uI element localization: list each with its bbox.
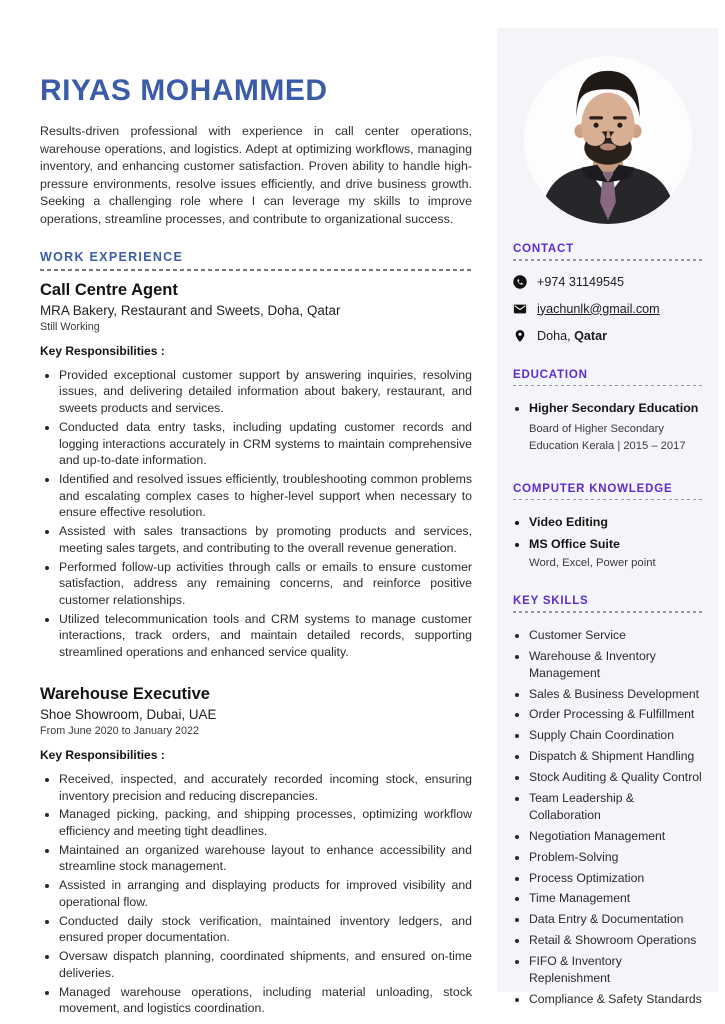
- sidebar-divider: [513, 259, 702, 261]
- computer-knowledge-subtext: Word, Excel, Power point: [529, 557, 656, 570]
- job-bullet: • Managed warehouse operations, including material unloading, stock movement, and logistics coordination.: [59, 984, 472, 1017]
- computer-knowledge-item: • MS Office Suite: [529, 536, 702, 553]
- job-bullet: • Performed follow-up activities through calls or emails to ensure customer satisfaction, address any remaining concerns, and reinforce positive customer relationships.: [59, 559, 472, 609]
- key-skill-item: • Data Entry & Documentation: [529, 911, 702, 928]
- key-skill-item: • Problem-Solving: [529, 849, 702, 866]
- job-title: Warehouse Executive: [40, 684, 210, 703]
- key-skill-item: • Sales & Business Development: [529, 686, 702, 703]
- work-experience-section-title: WORK EXPERIENCE: [40, 249, 184, 264]
- job-title: Call Centre Agent: [40, 280, 178, 299]
- job-company: Shoe Showroom, Dubai, UAE: [40, 706, 217, 722]
- job-bullet: • Received, inspected, and accurately recorded incoming stock, ensuring inventory precision and reducing discrepancies.: [59, 771, 472, 804]
- key-skill-item: • Team Leadership & Collaboration: [529, 790, 702, 825]
- job-bullet: • Utilized telecommunication tools and CRM systems to manage customer interactions, track orders, and maintain detailed records, supporting streamlined operations and enhanced service quality.: [59, 611, 472, 661]
- key-skill-item: • Negotiation Management: [529, 828, 702, 845]
- responsibilities-label: Key Responsibilities :: [40, 747, 165, 762]
- education-section-title: EDUCATION: [513, 368, 588, 381]
- key-skill-item: • Process Optimization: [529, 870, 702, 887]
- job-warehouse-executive: [40, 685, 472, 1017]
- computer-knowledge-item: • Video Editing: [529, 514, 702, 531]
- main-column: [40, 74, 472, 1019]
- job-period: Still Working: [40, 320, 100, 333]
- job-bullet: • Assisted with sales transactions by promoting products and services, meeting sales targets, and contributing to the overall revenue generation.: [59, 523, 472, 556]
- contact-section-title: CONTACT: [513, 243, 574, 255]
- key-skill-item: • Time Management: [529, 890, 702, 907]
- key-skills-section: [513, 595, 702, 1008]
- computer-knowledge-list: [513, 514, 702, 553]
- email-icon: [513, 302, 527, 316]
- email-link[interactable]: iyachunlk@gmail.com: [537, 301, 660, 316]
- sidebar: [497, 28, 718, 1007]
- job-bullet: • Managed picking, packing, and shipping processes, optimizing workflow efficiency and meeting tight deadlines.: [59, 806, 472, 839]
- contact-section: [513, 243, 702, 343]
- key-skill-item: • Dispatch & Shipment Handling: [529, 748, 702, 765]
- job-bullet: • Provided exceptional customer support by answering inquiries, resolving issues, and delivering detailed information about bakery, restaurant, and sweets products and services.: [59, 367, 472, 417]
- location-text: [537, 329, 607, 343]
- education-section: [513, 369, 702, 455]
- computer-knowledge-section-title: COMPUTER KNOWLEDGE: [513, 482, 673, 495]
- education-institution: Board of Higher Secondary Education Kerala | 2015 – 2017: [529, 423, 686, 453]
- key-skills-list: [513, 627, 702, 1009]
- sidebar-divider: [513, 385, 702, 387]
- job-bullet: • Assisted in arranging and displaying products for improved visibility and operational flow.: [59, 877, 472, 910]
- education-degree: Higher Secondary Education: [529, 401, 699, 415]
- contact-location-row: [513, 329, 702, 343]
- key-skill-item: • Retail & Showroom Operations: [529, 932, 702, 949]
- location-prefix: Doha,: [537, 328, 575, 343]
- phone-number: +974 31149545: [537, 274, 624, 289]
- computer-knowledge-section: [513, 483, 702, 569]
- job-bullet: • Oversaw dispatch planning, coordinated shipments, and ensured on-time deliveries.: [59, 948, 472, 981]
- contact-email-row: [513, 302, 702, 316]
- profile-photo: [524, 56, 692, 224]
- responsibilities-label: Key Responsibilities :: [40, 343, 165, 358]
- key-skill-item: • FIFO & Inventory Replenishment: [529, 953, 702, 988]
- portrait-illustration: [524, 56, 692, 224]
- job-bullet: • Maintained an organized warehouse layout to enhance accessibility and streamline stock management.: [59, 842, 472, 875]
- job-bullet: • Conducted daily stock verification, maintained inventory ledgers, and ensured proper documentation.: [59, 913, 472, 946]
- key-skill-item: • Warehouse & Inventory Management: [529, 648, 702, 683]
- education-list: [513, 400, 702, 455]
- key-skill-item: • Supply Chain Coordination: [529, 727, 702, 744]
- location-pin-icon: [513, 329, 527, 343]
- education-item: [529, 400, 702, 455]
- key-skill-item: • Customer Service: [529, 627, 702, 644]
- job-call-centre-agent: [40, 281, 472, 661]
- job-bullet: • Identified and resolved issues efficiently, troubleshooting common problems and escalating complex cases to higher-level support when necessary to ensure effective resolution.: [59, 471, 472, 521]
- job-bullet-list: [40, 367, 472, 661]
- section-divider: [40, 269, 472, 271]
- profile-summary: Results-driven professional with experience in call center operations, warehouse operations, and logistics. Adept at optimizing workflows, managing inventory, and enhancing customer satisfaction. Proven ability to handle high-pressure environments, resolve issues efficiently, and drive business growth. Seeking a challenging role where I can leverage my skills to improve operations, streamline processes, and contribute to organizational success.: [40, 124, 472, 227]
- job-company: MRA Bakery, Restaurant and Sweets, Doha, Qatar: [40, 302, 341, 318]
- job-period: From June 2020 to January 2022: [40, 724, 200, 737]
- key-skill-item: • Compliance & Safety Standards: [529, 991, 702, 1008]
- contact-phone-row: [513, 275, 702, 289]
- key-skill-item: • Stock Auditing & Quality Control: [529, 769, 702, 786]
- phone-icon: [513, 275, 527, 289]
- sidebar-divider: [513, 611, 702, 613]
- key-skills-section-title: KEY SKILLS: [513, 595, 589, 608]
- page-title: RIYAS MOHAMMED: [40, 74, 328, 107]
- job-bullet-list: [40, 771, 472, 1017]
- sidebar-divider: [513, 499, 702, 501]
- location-city: Qatar: [574, 328, 608, 343]
- key-skill-item: • Order Processing & Fulfillment: [529, 706, 702, 723]
- job-bullet: • Conducted data entry tasks, including updating customer records and logging interactions accurately in CRM systems to maintain comprehensive and up-to-date information.: [59, 419, 472, 469]
